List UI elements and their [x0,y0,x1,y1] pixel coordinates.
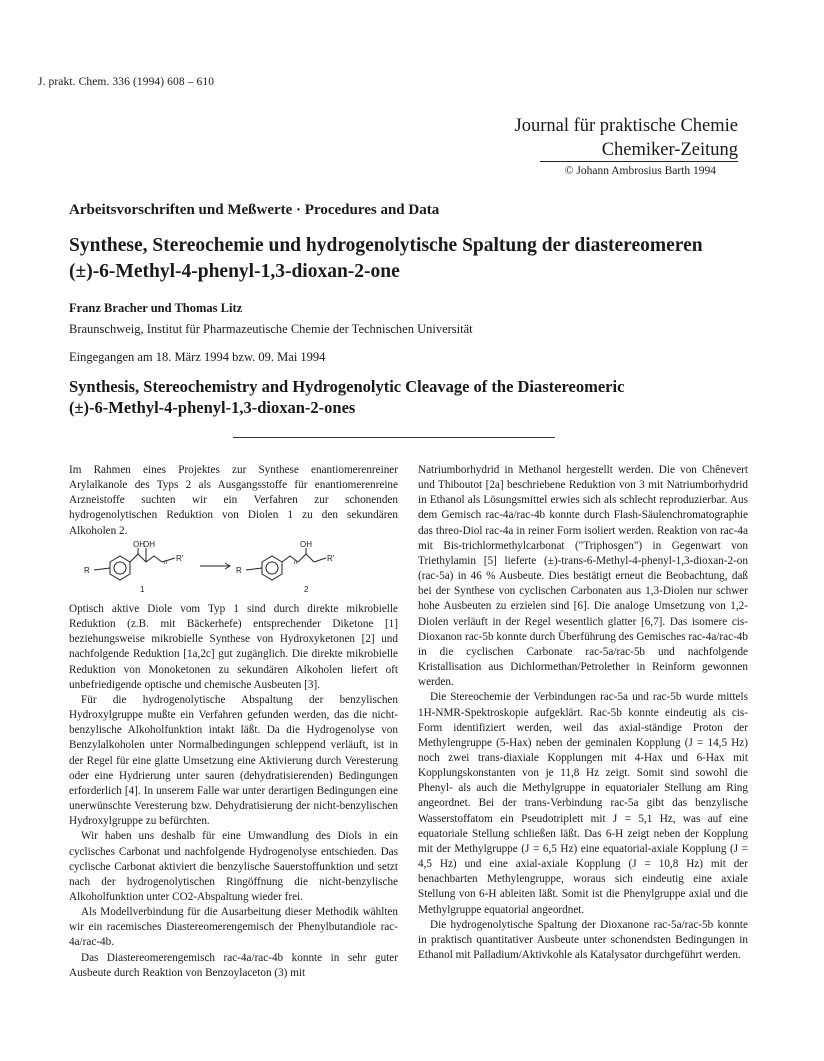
paragraph-model-compound: Als Modellverbindung für die Ausarbeitung dieser Methodik wählten wir ein racemisches Diastereomerengemisch der Phenylbutandiole rac-4a/rac-4b. [69,906,398,949]
scheme-oh-2: OH [143,540,155,549]
scheme-label-1: 1 [140,585,145,594]
paragraph-diastereomer-mixture: Das Diastereomerengemisch rac-4a/rac-4b konnte in sehr guter Ausbeute durch Reaktion von Benzoylaceton (3) mit [69,951,398,979]
benzene-ring-left [110,556,130,580]
title-separator-rule [233,437,555,438]
journal-title [515,114,738,162]
scheme-label-2: 2 [304,585,309,594]
aromatic-circle-left [114,562,126,574]
column-right-body [418,463,748,963]
title-de-line2: (±)-6-Methyl-4-phenyl-1,3-dioxan-2-one [69,261,400,282]
article-title-english [69,376,749,418]
section-heading: Arbeitsvorschriften und Meßwerte · Procedures and Data [69,202,440,218]
scheme-rprime-right: R' [327,554,335,563]
title-en-line2: (±)-6-Methyl-4-phenyl-1,3-dioxan-2-ones [69,398,356,417]
paragraph-optically-active: Optisch aktive Diole vom Typ 1 sind durch direkte mikrobielle Reduktion (z.B. mit Bäckerhefe) entsprechender Diketone [1] beziehungsweise mikrobielle Synthese von Hydroxyketonen [2] und nachfolgende Reduktion [1a,2c] gut zugänglich. Die direkte mikrobielle Reduktion von Monoketonen zu sekundären Alkoholen liefert oft unbefriedigende optische und chemische Ausbeuten [3]. [69,603,398,691]
paragraph-hydrogenolytic-cleavage: Die hydrogenolytische Spaltung der Dioxanone rac-5a/rac-5b konnte in praktisch quantitativer Ausbeute unter schonendsten Bedingungen in Ethanol mit Palladium/Aktivkohle als Katalysator durchgeführt werden. [418,918,748,961]
scheme-r-left: R [84,566,90,575]
header-rule [540,161,738,162]
column-left-intro [69,463,398,539]
affiliation: Braunschweig, Institut für Pharmazeutische Chemie der Technischen Universität [69,322,473,336]
journal-citation: J. prakt. Chem. 336 (1994) 608 – 610 [38,76,215,88]
aromatic-circle-right [266,562,278,574]
scheme-r-right: R [236,566,242,575]
received-date: Eingegangen am 18. März 1994 bzw. 09. Mai 1994 [69,350,326,364]
title-de-line1: Synthese, Stereochemie und hydrogenolytische Spaltung der diastereomeren [69,235,703,256]
reaction-scheme [80,540,380,598]
scheme-n-right: n [294,560,298,566]
scheme-n-left: n [164,560,168,566]
benzene-ring-right [262,556,282,580]
title-en-line1: Synthesis, Stereochemistry and Hydrogenolytic Cleavage of the Diastereomeric [69,377,625,396]
paragraph-sodium-borohydride: Natriumborhydrid in Methanol hergestellt werden. Die von Chênevert und Thiboutot [2a] beschriebene Reduktion von 3 mit Natriumborhydrid in Ethanol als Lösungsmittel erwies sich als schlecht reproduzierbar. Aus dem Gemisch rac-4a/rac-4b konnte durch Flash-Säulenchromatographie das threo-Diol rac-4a in reiner Form isoliert werden. Reaktion von rac-4a mit Bis-trichlormethylcarbonat ("Triphosgen") in Gegenwart von Triethylamin [5] lieferte (±)-trans-6-Methyl-4-phenyl-1,3-dioxan-2-on (rac-5a) in 46 % Ausbeute. Dies bestätigt erneut die Beobachtung, daß bei der Synthese von cyclischen Carbonaten aus 1,3-Diolen nur schwer hohe Ausbeuten zu erzielen sind [6]. Die analoge Umsetzung von 1,2-Diolen verläuft in der Regel wesentlich glatter [6,7]. Das isomere cis-Dioxanon rac-5b konnte durch Überführung des Gemisches rac-4a/rac-4b in die cyclischen Carbonate rac-5a/rac-5b und nachfolgende Kristallisation aus Dichlormethan/Petrolether in Reinform gewonnen werden. [418,464,748,689]
scheme-oh-1: OH [133,540,145,549]
scheme-oh-3: OH [300,540,312,549]
copyright-notice: © Johann Ambrosius Barth 1994 [564,165,716,177]
paragraph-intro: Im Rahmen eines Projektes zur Synthese enantiomerenreiner Arylalkanole des Typs 2 als Ausgangsstoffe für enantiomerenreine Arzneistoffe suchten wir ein Verfahren zur schonenden hydrogenolytischen Reduktion von Diolen 1 zu den sekundären Alkoholen 2. [69,464,398,537]
paragraph-carbonate: Wir haben uns deshalb für eine Umwandlung des Diols in ein cyclisches Carbonat und nachfolgende Hydrogenolyse entschieden. Das cyclische Carbonat aktiviert die benzylische Sauerstoffunktion und setzt nach der hydrogenolytischen Ringöffnung die nicht-benzylische Alkoholfunktion unter CO2-Abspaltung wieder frei. [69,830,398,903]
paragraph-stereochemistry: Die Stereochemie der Verbindungen rac-5a und rac-5b wurde mittels 1H-NMR-Spektroskopie aufgeklärt. Rac-5b konnte eindeutig als cis-Form identifiziert werden, weil das axial-ständige Proton der Methylengruppe (5-Hax) neben der geminalen Kopplung (J = 14,5 Hz) noch zwei trans-diaxiale Kopplungen mit 4-Hax und 6-Hax mit Kopplungskonstanten von je 11,8 Hz zeigt. Somit sind sowohl die Phenyl- als auch die Methylgruppe in equatorialer Stellung am Ring angeordnet. Bei der trans-Verbindung rac-5a gibt das benzylische Wasserstoffatom ein Pseudotriplett mit J = 5,1 Hz, was auf eine equatoriale Stellung schließen läßt. Das 6-H zeigt neben der Kopplung mit der Methylgruppe (J = 6,5 Hz) eine equatorial-axiale Kopplung (J = 4,5 Hz) und eine axial-axiale Kopplung (J = 10,8 Hz) mit der benachbarten Methylengruppe, woraus sich eindeutig eine axiale Stellung von 6-H ableiten läßt. Somit ist die Phenylgruppe axial und die Methylgruppe equatorial angeordnet. [418,691,748,916]
paragraph-hydrogenolysis: Für die hydrogenolytische Abspaltung der benzylischen Hydroxylgruppe mußte ein Verfahren gefunden werden, das die nicht-benzylische Alkoholfunktion intakt läßt. Da die Hydrogenolyse von Benzylalkoholen unter Normalbedingungen schleppend verläuft, ist in der Regel für eine glatte Umsetzung eine Aktivierung durch Veresterung oder eine Hydrierung unter sauren (dehydratisierenden) Bedingungen erforderlich [4]. In unserem Falle war unter derartigen Bedingungen eine unerwünschte Veresterung bzw. Dehydratisierung der nicht-benzylischen Hydroxylgruppe zu befürchten. [69,693,398,828]
authors: Franz Bracher und Thomas Litz [69,301,243,315]
article-title-german [69,233,749,285]
column-left-body [69,602,398,981]
scheme-rprime-left: R' [176,554,184,563]
journal-title-line2: Chemiker-Zeitung [601,140,738,160]
journal-title-line1: Journal für praktische Chemie [514,116,738,136]
